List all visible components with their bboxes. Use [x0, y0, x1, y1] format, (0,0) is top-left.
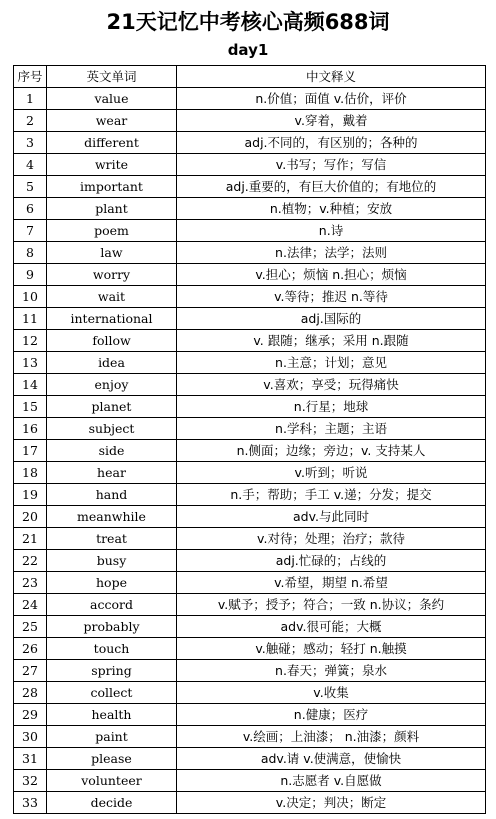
chinese-meaning: v.等待；推迟 n.等待: [177, 286, 486, 308]
row-number: 7: [14, 220, 47, 242]
table-row: [14, 88, 486, 110]
table-row: [14, 594, 486, 616]
chinese-meaning: adj.重要的，有巨大价值的；有地位的: [177, 176, 486, 198]
table-row: [14, 748, 486, 770]
chinese-meaning: adj.忙碌的；占线的: [177, 550, 486, 572]
chinese-meaning: n.行星；地球: [177, 396, 486, 418]
row-number: 13: [14, 352, 47, 374]
row-number: 17: [14, 440, 47, 462]
english-word: treat: [47, 528, 177, 550]
english-word: health: [47, 704, 177, 726]
table-row: [14, 198, 486, 220]
chinese-meaning: n.侧面；边缘；旁边；v. 支持某人: [177, 440, 486, 462]
english-word: write: [47, 154, 177, 176]
table-row: [14, 396, 486, 418]
table-row: [14, 528, 486, 550]
english-word: international: [47, 308, 177, 330]
row-number: 6: [14, 198, 47, 220]
english-word: meanwhile: [47, 506, 177, 528]
english-word: worry: [47, 264, 177, 286]
chinese-meaning: n.志愿者 v.自愿做: [177, 770, 486, 792]
chinese-meaning: v.收集: [177, 682, 486, 704]
page-title: 21天记忆中考核心高频688词: [106, 10, 390, 34]
row-number: 26: [14, 638, 47, 660]
row-number: 1: [14, 88, 47, 110]
chinese-meaning: v.对待；处理；治疗；款待: [177, 528, 486, 550]
row-number: 11: [14, 308, 47, 330]
chinese-meaning: v.希望，期望 n.希望: [177, 572, 486, 594]
english-word: spring: [47, 660, 177, 682]
chinese-meaning: v.书写；写作；写信: [177, 154, 486, 176]
chinese-meaning: n.健康；医疗: [177, 704, 486, 726]
chinese-meaning: n.手；帮助；手工 v.递；分发；提交: [177, 484, 486, 506]
chinese-meaning: v.喜欢；享受；玩得痛快: [177, 374, 486, 396]
table-row: [14, 770, 486, 792]
table-row: [14, 440, 486, 462]
english-word: side: [47, 440, 177, 462]
row-number: 24: [14, 594, 47, 616]
row-number: 14: [14, 374, 47, 396]
table-row: [14, 638, 486, 660]
row-number: 23: [14, 572, 47, 594]
english-word: subject: [47, 418, 177, 440]
chinese-meaning: n.法律；法学；法则: [177, 242, 486, 264]
english-word: volunteer: [47, 770, 177, 792]
chinese-meaning: adj.不同的，有区别的；各种的: [177, 132, 486, 154]
table-row: [14, 264, 486, 286]
english-word: wear: [47, 110, 177, 132]
row-number: 22: [14, 550, 47, 572]
row-number: 10: [14, 286, 47, 308]
english-word: poem: [47, 220, 177, 242]
chinese-meaning: adj.国际的: [177, 308, 486, 330]
row-number: 8: [14, 242, 47, 264]
chinese-meaning: v.听到；听说: [177, 462, 486, 484]
table-row: [14, 330, 486, 352]
row-number: 32: [14, 770, 47, 792]
table-row: [14, 176, 486, 198]
chinese-meaning: n.诗: [177, 220, 486, 242]
table-row: [14, 418, 486, 440]
english-word: wait: [47, 286, 177, 308]
table-row: [14, 154, 486, 176]
header-number: 序号: [14, 66, 47, 88]
chinese-meaning: n.植物；v.种植；安放: [177, 198, 486, 220]
english-word: hope: [47, 572, 177, 594]
chinese-meaning: v.触碰；感动；轻打 n.触摸: [177, 638, 486, 660]
chinese-meaning: v. 跟随；继承；采用 n.跟随: [177, 330, 486, 352]
english-word: follow: [47, 330, 177, 352]
english-word: different: [47, 132, 177, 154]
english-word: collect: [47, 682, 177, 704]
table-header-row: [14, 66, 486, 88]
chinese-meaning: v.绘画；上油漆； n.油漆；颜料: [177, 726, 486, 748]
table-body: [14, 88, 486, 814]
header-english-word: 英文单词: [47, 66, 177, 88]
english-word: accord: [47, 594, 177, 616]
english-word: touch: [47, 638, 177, 660]
row-number: 21: [14, 528, 47, 550]
table-row: [14, 572, 486, 594]
english-word: planet: [47, 396, 177, 418]
row-number: 18: [14, 462, 47, 484]
english-word: important: [47, 176, 177, 198]
table-row: [14, 220, 486, 242]
chinese-meaning: n.学科；主题；主语: [177, 418, 486, 440]
chinese-meaning: n.价值；面值 v.估价，评价: [177, 88, 486, 110]
chinese-meaning: v.决定；判决；断定: [177, 792, 486, 814]
table-row: [14, 286, 486, 308]
row-number: 25: [14, 616, 47, 638]
row-number: 9: [14, 264, 47, 286]
table-row: [14, 462, 486, 484]
table-row: [14, 550, 486, 572]
page-subtitle: day1: [227, 41, 269, 59]
chinese-meaning: n.春天；弹簧；泉水: [177, 660, 486, 682]
table-row: [14, 726, 486, 748]
table-row: [14, 132, 486, 154]
table-row: [14, 660, 486, 682]
table-row: [14, 682, 486, 704]
english-word: plant: [47, 198, 177, 220]
chinese-meaning: adv.与此同时: [177, 506, 486, 528]
row-number: 28: [14, 682, 47, 704]
row-number: 33: [14, 792, 47, 814]
table-row: [14, 484, 486, 506]
row-number: 29: [14, 704, 47, 726]
table-row: [14, 704, 486, 726]
chinese-meaning: v.赋予；授予；符合；一致 n.协议；条约: [177, 594, 486, 616]
english-word: hear: [47, 462, 177, 484]
english-word: paint: [47, 726, 177, 748]
table-row: [14, 792, 486, 814]
header-chinese-meaning: 中文释义: [177, 66, 486, 88]
chinese-meaning: v.穿着，戴着: [177, 110, 486, 132]
table-row: [14, 308, 486, 330]
table-row: [14, 242, 486, 264]
row-number: 30: [14, 726, 47, 748]
table-row: [14, 352, 486, 374]
chinese-meaning: v.担心；烦恼 n.担心；烦恼: [177, 264, 486, 286]
row-number: 31: [14, 748, 47, 770]
chinese-meaning: adv.请 v.使满意，使愉快: [177, 748, 486, 770]
chinese-meaning: adv.很可能；大概: [177, 616, 486, 638]
row-number: 12: [14, 330, 47, 352]
row-number: 20: [14, 506, 47, 528]
row-number: 3: [14, 132, 47, 154]
english-word: busy: [47, 550, 177, 572]
english-word: please: [47, 748, 177, 770]
english-word: value: [47, 88, 177, 110]
table-row: [14, 110, 486, 132]
table-row: [14, 374, 486, 396]
vocabulary-table: [13, 65, 486, 814]
row-number: 5: [14, 176, 47, 198]
english-word: probably: [47, 616, 177, 638]
table-row: [14, 616, 486, 638]
row-number: 27: [14, 660, 47, 682]
english-word: idea: [47, 352, 177, 374]
row-number: 16: [14, 418, 47, 440]
row-number: 2: [14, 110, 47, 132]
row-number: 19: [14, 484, 47, 506]
row-number: 4: [14, 154, 47, 176]
english-word: hand: [47, 484, 177, 506]
table-row: [14, 506, 486, 528]
row-number: 15: [14, 396, 47, 418]
english-word: enjoy: [47, 374, 177, 396]
english-word: decide: [47, 792, 177, 814]
english-word: law: [47, 242, 177, 264]
chinese-meaning: n.主意；计划；意见: [177, 352, 486, 374]
